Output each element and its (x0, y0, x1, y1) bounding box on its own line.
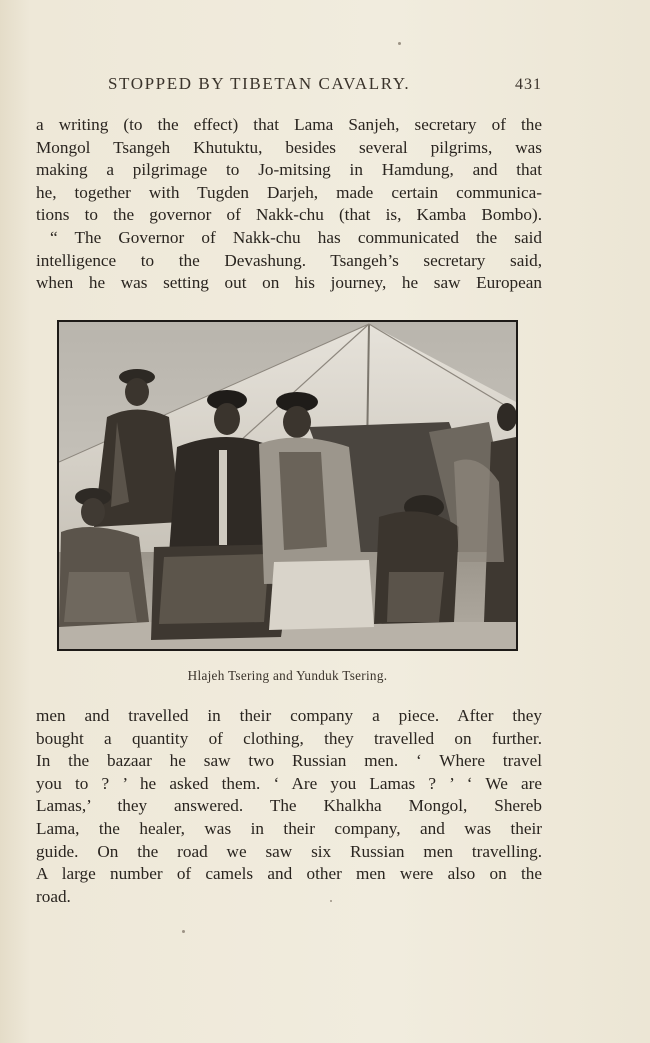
photograph-image (59, 322, 516, 649)
text-line: A large number of camels and other men were also on the (36, 864, 542, 884)
text-line: Mongol Tsangeh Khutuktu, besides several pilgrims, was (36, 137, 542, 157)
text-line: men and travelled in their company a piece. After they (36, 706, 542, 725)
photograph (57, 320, 518, 651)
text-line: “ The Governor of Nakk-chu has communicated the said (50, 227, 542, 247)
text-line: guide. On the road we saw six Russian men travelling. (36, 841, 542, 861)
text-line: bought a quantity of clothing, they travelled on further. (36, 728, 542, 748)
page-header (36, 74, 542, 100)
paper-speck (398, 42, 401, 45)
body-text-bottom (36, 705, 542, 908)
text-line: tions to the governor of Nakk-chu (that is, Kamba Bombo). (36, 205, 542, 225)
paper-speck (182, 930, 185, 933)
text-line: Lamas,’ they answered. The Khalkha Mongol, Shereb (36, 796, 542, 816)
text-line: he, together with Tugden Darjeh, made certain communica- (36, 182, 542, 202)
text-line: when he was setting out on his journey, he saw European (36, 273, 542, 293)
figure-caption: Hlajeh Tsering and Yunduk Tsering. (187, 668, 388, 683)
page-number: 431 (515, 76, 542, 93)
text-line: making a pilgrimage to Jo-mitsing in Hamdung, and that (36, 160, 542, 180)
text-line: In the bazaar he saw two Russian men. ‘ Where travel (36, 751, 542, 771)
text-line: a writing (to the effect) that Lama Sanjeh, secretary of the (36, 115, 542, 134)
body-text-top (36, 114, 542, 295)
text-line: intelligence to the Devashung. Tsangeh’s secretary said, (36, 250, 542, 270)
text-line: road. (36, 886, 71, 906)
text-line: Lama, the healer, was in their company, and was their (36, 818, 542, 838)
running-title: STOPPED BY TIBETAN CAVALRY. (108, 74, 411, 93)
paper-speck (330, 900, 332, 902)
text-line: you to ? ’ he asked them. ‘ Are you Lamas ? ’ ‘ We are (36, 773, 542, 793)
